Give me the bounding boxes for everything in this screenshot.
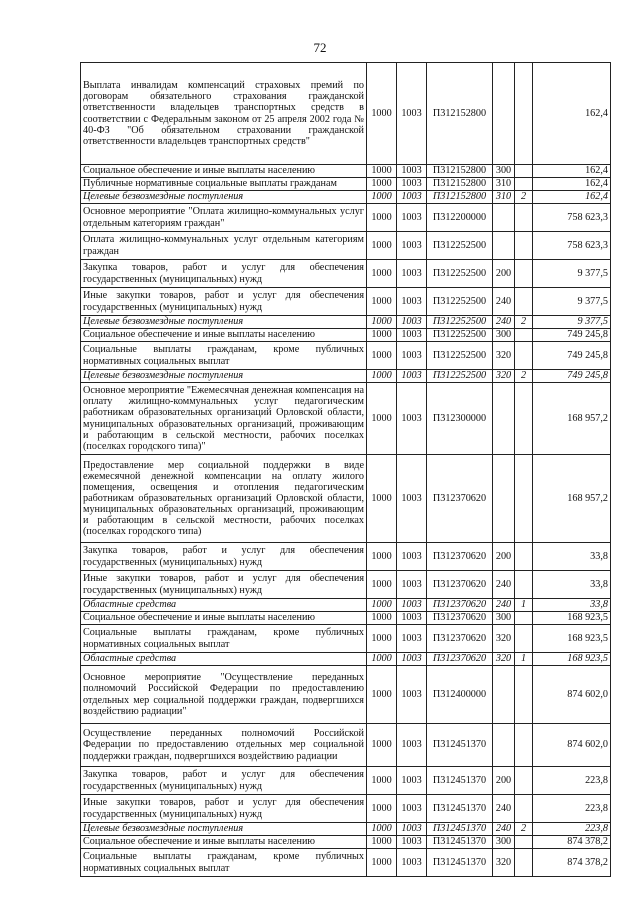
cell-section: 1000 — [367, 653, 397, 666]
cell-name: Закупка товаров, работ и услуг для обеспечения государственных (муниципальных) нужд — [81, 767, 367, 795]
cell-funding-source: 1 — [515, 599, 533, 612]
cell-funding-source — [515, 329, 533, 342]
cell-funding-source — [515, 260, 533, 288]
cell-amount: 223,8 — [533, 767, 611, 795]
cell-target-article: П312300000 — [427, 383, 493, 455]
cell-subsection: 1003 — [397, 625, 427, 653]
cell-funding-source — [515, 383, 533, 455]
cell-section: 1000 — [367, 342, 397, 370]
cell-section: 1000 — [367, 767, 397, 795]
cell-name: Основное мероприятие "Осуществление переданных полномочий Российской Федерации по предоставлению отдельных мер социальной поддержки граждан, подвергшихся воздействию радиации" — [81, 666, 367, 724]
cell-target-article: П312252500 — [427, 316, 493, 329]
table-row — [81, 571, 611, 599]
table-row — [81, 625, 611, 653]
cell-section: 1000 — [367, 316, 397, 329]
cell-section: 1000 — [367, 288, 397, 316]
cell-target-article: П312370620 — [427, 625, 493, 653]
cell-amount: 33,8 — [533, 571, 611, 599]
cell-funding-source — [515, 63, 533, 165]
cell-section: 1000 — [367, 625, 397, 653]
cell-name: Социальное обеспечение и иные выплаты населению — [81, 612, 367, 625]
cell-name: Областные средства — [81, 653, 367, 666]
cell-subsection: 1003 — [397, 316, 427, 329]
cell-subsection: 1003 — [397, 165, 427, 178]
cell-expense-type: 320 — [493, 625, 515, 653]
table-row — [81, 342, 611, 370]
cell-section: 1000 — [367, 178, 397, 191]
cell-funding-source — [515, 342, 533, 370]
cell-target-article: П312152800 — [427, 178, 493, 191]
cell-subsection: 1003 — [397, 836, 427, 849]
cell-subsection: 1003 — [397, 342, 427, 370]
cell-name: Социальные выплаты гражданам, кроме публичных нормативных социальных выплат — [81, 849, 367, 877]
cell-section: 1000 — [367, 543, 397, 571]
cell-amount: 9 377,5 — [533, 288, 611, 316]
cell-section: 1000 — [367, 370, 397, 383]
cell-section: 1000 — [367, 571, 397, 599]
cell-target-article: П312152800 — [427, 165, 493, 178]
cell-expense-type — [493, 232, 515, 260]
cell-amount: 162,4 — [533, 178, 611, 191]
cell-expense-type: 200 — [493, 543, 515, 571]
cell-section: 1000 — [367, 383, 397, 455]
cell-target-article: П312370620 — [427, 455, 493, 543]
cell-target-article: П312370620 — [427, 599, 493, 612]
cell-section: 1000 — [367, 63, 397, 165]
cell-section: 1000 — [367, 795, 397, 823]
cell-subsection: 1003 — [397, 383, 427, 455]
cell-amount: 33,8 — [533, 543, 611, 571]
cell-expense-type: 300 — [493, 836, 515, 849]
cell-subsection: 1003 — [397, 653, 427, 666]
cell-name: Оплата жилищно-коммунальных услуг отдельным категориям граждан — [81, 232, 367, 260]
cell-target-article: П312252500 — [427, 370, 493, 383]
cell-funding-source — [515, 724, 533, 767]
cell-name: Осуществление переданных полномочий Российской Федерации по предоставлению отдельных мер социальной поддержки граждан, подвергшихся воздействию радиации — [81, 724, 367, 767]
cell-funding-source — [515, 178, 533, 191]
table-row — [81, 232, 611, 260]
cell-target-article: П312252500 — [427, 342, 493, 370]
cell-funding-source — [515, 232, 533, 260]
cell-expense-type: 320 — [493, 342, 515, 370]
cell-section: 1000 — [367, 836, 397, 849]
cell-expense-type: 310 — [493, 191, 515, 204]
cell-name: Социальные выплаты гражданам, кроме публичных нормативных социальных выплат — [81, 342, 367, 370]
cell-target-article: П312370620 — [427, 543, 493, 571]
table-row — [81, 260, 611, 288]
cell-target-article: П312152800 — [427, 191, 493, 204]
cell-amount: 749 245,8 — [533, 329, 611, 342]
cell-name: Закупка товаров, работ и услуг для обеспечения государственных (муниципальных) нужд — [81, 260, 367, 288]
cell-expense-type — [493, 724, 515, 767]
cell-funding-source — [515, 165, 533, 178]
cell-funding-source: 2 — [515, 316, 533, 329]
cell-subsection: 1003 — [397, 599, 427, 612]
cell-target-article: П312370620 — [427, 612, 493, 625]
cell-subsection: 1003 — [397, 571, 427, 599]
cell-name: Социальное обеспечение и иные выплаты населению — [81, 329, 367, 342]
table-row — [81, 165, 611, 178]
cell-amount: 168 923,5 — [533, 612, 611, 625]
cell-name: Иные закупки товаров, работ и услуг для обеспечения государственных (муниципальных) нужд — [81, 288, 367, 316]
cell-amount: 162,4 — [533, 165, 611, 178]
cell-subsection: 1003 — [397, 204, 427, 232]
cell-subsection: 1003 — [397, 543, 427, 571]
cell-expense-type — [493, 204, 515, 232]
cell-target-article: П312451370 — [427, 767, 493, 795]
cell-expense-type: 310 — [493, 178, 515, 191]
cell-expense-type: 320 — [493, 653, 515, 666]
cell-funding-source — [515, 288, 533, 316]
cell-amount: 9 377,5 — [533, 316, 611, 329]
cell-section: 1000 — [367, 191, 397, 204]
cell-section: 1000 — [367, 599, 397, 612]
cell-expense-type: 240 — [493, 316, 515, 329]
cell-target-article: П312451370 — [427, 724, 493, 767]
cell-amount: 168 957,2 — [533, 383, 611, 455]
cell-funding-source — [515, 204, 533, 232]
cell-section: 1000 — [367, 204, 397, 232]
cell-amount: 162,4 — [533, 191, 611, 204]
cell-amount: 758 623,3 — [533, 204, 611, 232]
cell-amount: 168 923,5 — [533, 653, 611, 666]
cell-expense-type: 240 — [493, 288, 515, 316]
cell-name: Целевые безвозмездные поступления — [81, 316, 367, 329]
cell-subsection: 1003 — [397, 795, 427, 823]
cell-subsection: 1003 — [397, 823, 427, 836]
cell-funding-source — [515, 455, 533, 543]
cell-name: Областные средства — [81, 599, 367, 612]
cell-name: Целевые безвозмездные поступления — [81, 823, 367, 836]
cell-amount: 874 378,2 — [533, 836, 611, 849]
cell-expense-type: 300 — [493, 612, 515, 625]
cell-expense-type: 200 — [493, 260, 515, 288]
cell-section: 1000 — [367, 823, 397, 836]
table-row — [81, 543, 611, 571]
table-row — [81, 849, 611, 877]
table-row — [81, 63, 611, 165]
table-row — [81, 612, 611, 625]
budget-table-body — [81, 63, 611, 877]
cell-expense-type — [493, 455, 515, 543]
cell-subsection: 1003 — [397, 191, 427, 204]
cell-expense-type — [493, 63, 515, 165]
cell-subsection: 1003 — [397, 260, 427, 288]
table-row — [81, 823, 611, 836]
table-row — [81, 795, 611, 823]
cell-target-article: П312451370 — [427, 836, 493, 849]
cell-name: Социальное обеспечение и иные выплаты населению — [81, 836, 367, 849]
cell-name: Основное мероприятие "Ежемесячная денежная компенсация на оплату жилищно-коммунальных услуг педагогическим работникам образовательных организаций Орловской области, муниципальных образовательных организаций, проживающим и работающим в сельской местности, рабочих поселках (поселках городского типа)" — [81, 383, 367, 455]
cell-subsection: 1003 — [397, 370, 427, 383]
cell-subsection: 1003 — [397, 232, 427, 260]
cell-target-article: П312400000 — [427, 666, 493, 724]
cell-name: Публичные нормативные социальные выплаты гражданам — [81, 178, 367, 191]
cell-name: Целевые безвозмездные поступления — [81, 370, 367, 383]
table-row — [81, 191, 611, 204]
cell-target-article: П312370620 — [427, 571, 493, 599]
cell-name: Целевые безвозмездные поступления — [81, 191, 367, 204]
cell-name: Социальные выплаты гражданам, кроме публичных нормативных социальных выплат — [81, 625, 367, 653]
cell-subsection: 1003 — [397, 178, 427, 191]
cell-section: 1000 — [367, 666, 397, 724]
table-row — [81, 455, 611, 543]
table-row — [81, 724, 611, 767]
table-row — [81, 288, 611, 316]
cell-expense-type: 300 — [493, 329, 515, 342]
cell-amount: 749 245,8 — [533, 342, 611, 370]
cell-funding-source — [515, 767, 533, 795]
cell-section: 1000 — [367, 724, 397, 767]
cell-amount: 168 957,2 — [533, 455, 611, 543]
cell-amount: 758 623,3 — [533, 232, 611, 260]
cell-funding-source — [515, 795, 533, 823]
cell-subsection: 1003 — [397, 63, 427, 165]
cell-target-article: П312370620 — [427, 653, 493, 666]
cell-section: 1000 — [367, 232, 397, 260]
cell-amount: 874 602,0 — [533, 666, 611, 724]
table-row — [81, 383, 611, 455]
cell-expense-type: 240 — [493, 795, 515, 823]
cell-funding-source: 1 — [515, 653, 533, 666]
table-row — [81, 767, 611, 795]
cell-subsection: 1003 — [397, 849, 427, 877]
cell-subsection: 1003 — [397, 666, 427, 724]
cell-section: 1000 — [367, 455, 397, 543]
cell-funding-source — [515, 666, 533, 724]
table-row — [81, 836, 611, 849]
cell-name: Социальное обеспечение и иные выплаты населению — [81, 165, 367, 178]
cell-target-article: П312451370 — [427, 849, 493, 877]
cell-target-article: П312451370 — [427, 823, 493, 836]
cell-funding-source — [515, 836, 533, 849]
cell-subsection: 1003 — [397, 329, 427, 342]
table-row — [81, 599, 611, 612]
table-row — [81, 653, 611, 666]
cell-funding-source: 2 — [515, 823, 533, 836]
cell-amount: 33,8 — [533, 599, 611, 612]
cell-name: Основное мероприятие "Оплата жилищно-коммунальных услуг отдельным категориям граждан" — [81, 204, 367, 232]
cell-name: Иные закупки товаров, работ и услуг для обеспечения государственных (муниципальных) нужд — [81, 795, 367, 823]
cell-funding-source — [515, 543, 533, 571]
cell-amount: 162,4 — [533, 63, 611, 165]
cell-funding-source — [515, 849, 533, 877]
cell-name: Закупка товаров, работ и услуг для обеспечения государственных (муниципальных) нужд — [81, 543, 367, 571]
budget-table — [80, 62, 611, 877]
cell-section: 1000 — [367, 329, 397, 342]
cell-expense-type: 200 — [493, 767, 515, 795]
cell-subsection: 1003 — [397, 724, 427, 767]
cell-section: 1000 — [367, 260, 397, 288]
cell-amount: 9 377,5 — [533, 260, 611, 288]
cell-amount: 874 602,0 — [533, 724, 611, 767]
cell-expense-type: 240 — [493, 571, 515, 599]
table-row — [81, 204, 611, 232]
page-number: 72 — [313, 40, 327, 55]
cell-subsection: 1003 — [397, 767, 427, 795]
cell-expense-type: 320 — [493, 849, 515, 877]
cell-expense-type: 240 — [493, 823, 515, 836]
cell-target-article: П312252500 — [427, 288, 493, 316]
cell-expense-type: 320 — [493, 370, 515, 383]
cell-amount: 223,8 — [533, 823, 611, 836]
cell-subsection: 1003 — [397, 288, 427, 316]
cell-expense-type — [493, 666, 515, 724]
cell-funding-source — [515, 625, 533, 653]
cell-funding-source: 2 — [515, 370, 533, 383]
cell-name: Предоставление мер социальной поддержки в виде ежемесячной денежной компенсации на оплату жилого помещения, освещения и отопления педагогическим работникам образовательных организаций Орловской области, муниципальных образовательных организаций, проживающим и работающим в сельской местности, рабочих поселках (поселках городского типа) — [81, 455, 367, 543]
cell-name: Иные закупки товаров, работ и услуг для обеспечения государственных (муниципальных) нужд — [81, 571, 367, 599]
table-row — [81, 370, 611, 383]
cell-funding-source — [515, 571, 533, 599]
cell-subsection: 1003 — [397, 455, 427, 543]
cell-expense-type — [493, 383, 515, 455]
cell-target-article: П312152800 — [427, 63, 493, 165]
cell-target-article: П312252500 — [427, 232, 493, 260]
table-row — [81, 666, 611, 724]
table-row — [81, 316, 611, 329]
cell-amount: 749 245,8 — [533, 370, 611, 383]
cell-target-article: П312200000 — [427, 204, 493, 232]
table-row — [81, 178, 611, 191]
cell-funding-source: 2 — [515, 191, 533, 204]
cell-name: Выплата инвалидам компенсаций страховых премий по договорам обязательного страхования гражданской ответственности владельцев транспортных средств в соответствии с Федеральным законом от 25 апреля 2002 года № 40-ФЗ "Об обязательном страховании гражданской ответственности владельцев транспортных средств" — [81, 63, 367, 165]
cell-funding-source — [515, 612, 533, 625]
cell-target-article: П312451370 — [427, 795, 493, 823]
cell-section: 1000 — [367, 165, 397, 178]
cell-section: 1000 — [367, 849, 397, 877]
cell-target-article: П312252500 — [427, 260, 493, 288]
cell-amount: 874 378,2 — [533, 849, 611, 877]
cell-subsection: 1003 — [397, 612, 427, 625]
cell-amount: 168 923,5 — [533, 625, 611, 653]
cell-amount: 223,8 — [533, 795, 611, 823]
cell-target-article: П312252500 — [427, 329, 493, 342]
cell-expense-type: 300 — [493, 165, 515, 178]
table-row — [81, 329, 611, 342]
cell-expense-type: 240 — [493, 599, 515, 612]
cell-section: 1000 — [367, 612, 397, 625]
